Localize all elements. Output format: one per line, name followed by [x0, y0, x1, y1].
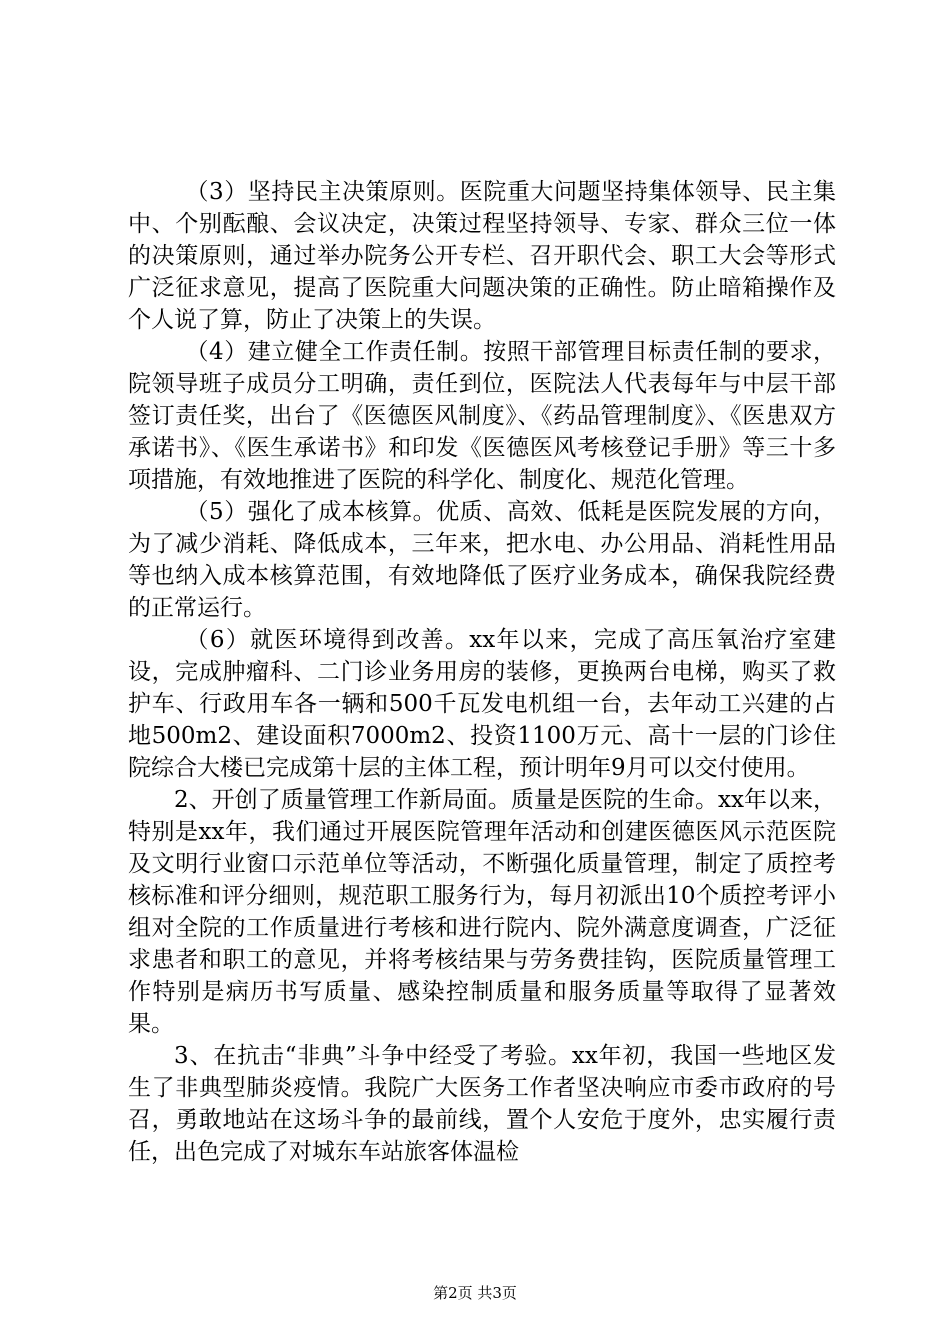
- paragraph-democratic-decision: （3）坚持民主决策原则。医院重大问题坚持集体领导、民主集中、个别酝酿、会议决定，决策过程坚持领导、专家、群众三位一体的决策原则，通过举办院务公开专栏、召开职代会、职工大会等形式广泛征求意见，提高了医院重大问题决策的正确性。防止暗箱操作及个人说了算，防止了决策上的失误。: [128, 179, 836, 333]
- page-footer: 第2页 共3页: [433, 1284, 517, 1302]
- paragraph-quality-management: 2、开创了质量管理工作新局面。质量是医院的生命。xx年以来，特别是xx年，我们通过开展医院管理年活动和创建医德医风示范医院及文明行业窗口示范单位等活动，不断强化质量管理，制定了质控考核标准和评分细则，规范职工服务行为，每月初派出10个质控考评小组对全院的工作质量进行考核和进行院内、院外满意度调查，广泛征求患者和职工的意见，并将考核结果与劳务费挂钩，医院质量管理工作特别是病历书写质量、感染控制质量和服务质量等取得了显著效果。: [128, 787, 836, 1037]
- paragraph-sars-fight: 3、在抗击“非典”斗争中经受了考验。xx年初，我国一些地区发生了非典型肺炎疫情。我院广大医务工作者坚决响应市委市政府的号召，勇敢地站在这场斗争的最前线，置个人安危于度外，忠实履行责任，出色完成了对城东车站旅客体温检: [128, 1043, 836, 1165]
- document-body: [128, 176, 836, 1168]
- paragraph-cost-accounting: （5）强化了成本核算。优质、高效、低耗是医院发展的方向，为了减少消耗、降低成本，三年来，把水电、办公用品、消耗性用品等也纳入成本核算范围，有效地降低了医疗业务成本，确保我院经费的正常运行。: [128, 499, 836, 621]
- paragraph-environment-improvement: （6）就医环境得到改善。xx年以来，完成了高压氧治疗室建设，完成肿瘤科、二门诊业务用房的装修，更换两台电梯，购买了救护车、行政用车各一辆和500千瓦发电机组一台，去年动工兴建的占地500m2、建设面积7000m2、投资1100万元、高十一层的门诊住院综合大楼已完成第十层的主体工程，预计明年9月可以交付使用。: [128, 627, 836, 781]
- paragraph-responsibility-system: （4）建立健全工作责任制。按照干部管理目标责任制的要求，院领导班子成员分工明确，责任到位，医院法人代表每年与中层干部签订责任奖，出台了《医德医风制度》、《药品管理制度》、《医患双方承诺书》、《医生承诺书》和印发《医德医风考核登记手册》等三十多项措施，有效地推进了医院的科学化、制度化、规范化管理。: [128, 339, 836, 493]
